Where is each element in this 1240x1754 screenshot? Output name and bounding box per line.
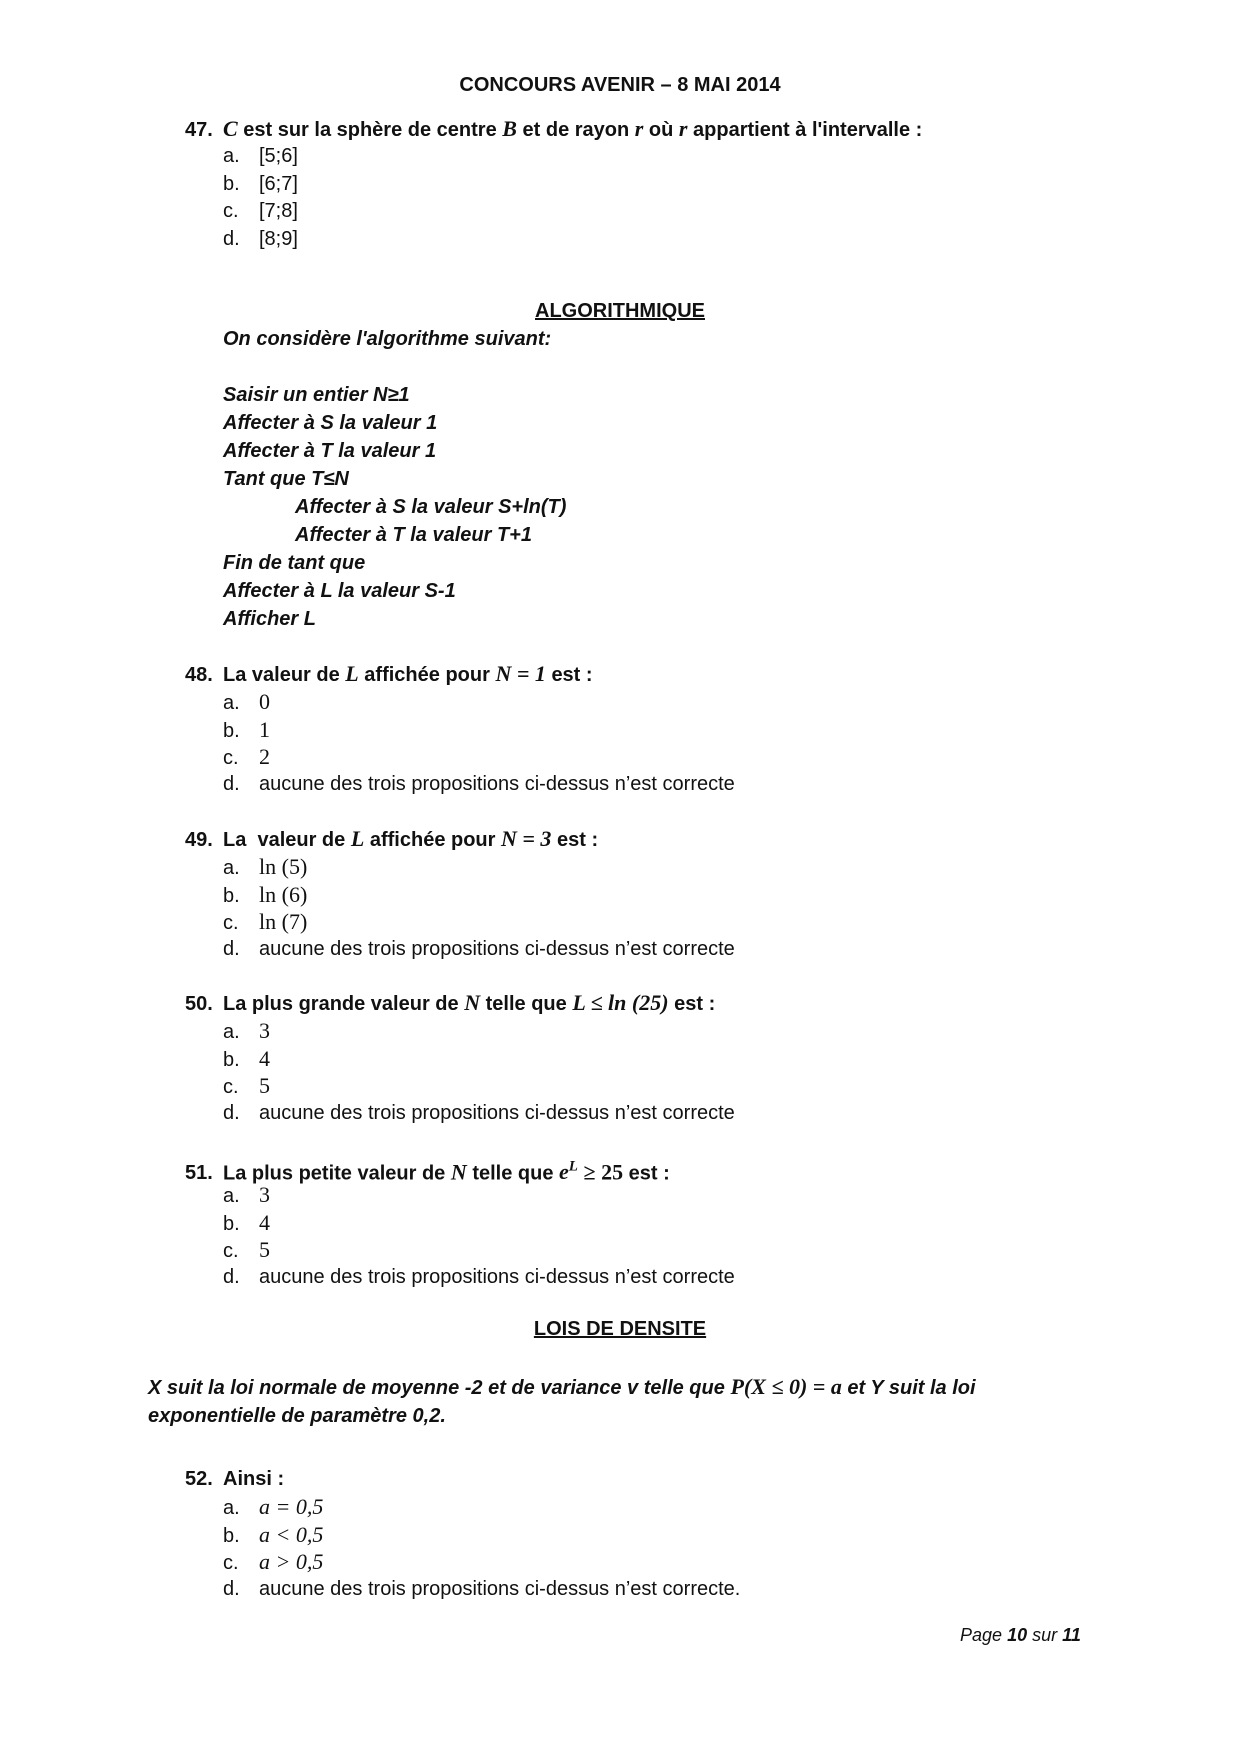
question-text: La plus petite valeur de: [223, 1162, 446, 1185]
question-text: est sur la sphère de centre: [243, 119, 497, 141]
algorithm-line: Fin de tant que: [223, 552, 366, 574]
option-text: aucune des trois propositions ci-dessus n’est correcte.: [259, 1577, 741, 1600]
question-52-title: [185, 1465, 1085, 1493]
option-d: [185, 936, 1085, 964]
option-letter: c.: [223, 1240, 239, 1262]
blank-line: [223, 353, 566, 381]
option-text: a > 0,5: [259, 1549, 324, 1574]
option-letter: a.: [223, 1497, 240, 1519]
math-base: e: [559, 1159, 569, 1185]
option-letter: a.: [223, 1185, 240, 1207]
section-title-algorithmique: ALGORITHMIQUE: [535, 300, 705, 322]
option-text: aucune des trois propositions ci-dessus n’est correcte: [259, 937, 735, 960]
option-c: [185, 1236, 1085, 1264]
option-a: [185, 143, 1085, 171]
algorithm-line: Affecter à T la valeur T+1: [295, 524, 532, 546]
question-text: est :: [674, 993, 716, 1015]
math-expression: ≥ 25: [583, 1159, 624, 1185]
page-label: Page: [960, 1625, 1003, 1645]
question-text: telle que: [472, 1162, 554, 1185]
option-letter: d.: [223, 937, 240, 960]
option-text: [5;6]: [259, 145, 298, 167]
option-letter: a.: [223, 145, 240, 167]
question-48: [185, 660, 1085, 798]
option-a: [185, 688, 1085, 716]
algorithm-line: Affecter à L la valeur S-1: [223, 580, 456, 602]
algorithm-block: [223, 325, 566, 633]
option-d: [185, 1576, 1085, 1604]
page-number: 10: [1007, 1625, 1028, 1645]
option-letter: a.: [223, 1021, 240, 1043]
option-text: 3: [259, 1018, 270, 1043]
math-var: C: [223, 116, 238, 141]
option-b: [185, 716, 1085, 744]
option-letter: d.: [223, 1577, 240, 1600]
question-text: et de rayon: [522, 119, 630, 141]
option-letter: c.: [223, 200, 239, 222]
math-expression: L ≤ ln (25): [572, 990, 669, 1015]
math-var: r: [678, 116, 688, 141]
question-48-title: [185, 660, 1085, 688]
option-text: aucune des trois propositions ci-dessus n’est correcte: [259, 1101, 735, 1124]
option-text: aucune des trois propositions ci-dessus n’est correcte: [259, 772, 735, 795]
option-text: aucune des trois propositions ci-dessus n’est correcte: [259, 1265, 735, 1288]
question-47-title: [185, 115, 1085, 143]
math-expression: N = 3: [501, 826, 552, 851]
option-letter: d.: [223, 227, 240, 250]
question-number: 48.: [185, 664, 213, 686]
question-47: [185, 115, 1085, 253]
lois-intro-paragraph: [148, 1373, 1048, 1430]
option-letter: b.: [223, 172, 240, 195]
option-text: ln (7): [259, 909, 308, 934]
question-text: affichée pour: [369, 829, 496, 851]
math-var: B: [502, 116, 517, 141]
option-letter: c.: [223, 1552, 239, 1574]
option-text: 4: [259, 1045, 270, 1071]
math-var: r: [634, 116, 644, 141]
option-text: 0: [259, 689, 270, 714]
question-49-title: [185, 825, 1085, 853]
question-number: 52.: [185, 1468, 213, 1490]
option-a: [185, 1181, 1085, 1209]
option-letter: c.: [223, 747, 239, 769]
algorithm-intro: On considère l'algorithme suivant:: [223, 328, 552, 350]
option-text: 4: [259, 1209, 270, 1235]
option-letter: d.: [223, 1101, 240, 1124]
math-var: L: [350, 826, 365, 851]
option-b: [185, 1521, 1085, 1549]
option-text: a < 0,5: [259, 1521, 324, 1547]
option-d: [185, 226, 1085, 254]
option-text: 1: [259, 716, 270, 742]
option-letter: d.: [223, 772, 240, 795]
math-var: L: [345, 661, 359, 686]
math-expression: P(X ≤ 0) = a: [730, 1374, 842, 1399]
question-50-title: [185, 989, 1085, 1017]
question-51-title: [185, 1153, 1085, 1185]
math-var: N: [464, 990, 481, 1015]
option-c: [185, 1548, 1085, 1576]
algorithm-line: Affecter à S la valeur S+ln(T): [295, 496, 567, 518]
option-letter: c.: [223, 1076, 239, 1098]
option-b: [185, 881, 1085, 909]
algorithm-line: Afficher L: [223, 608, 316, 630]
algorithm-line: Affecter à T la valeur 1: [223, 440, 437, 462]
question-50: [185, 989, 1085, 1127]
option-a: [185, 853, 1085, 881]
question-text: affichée pour: [364, 664, 490, 686]
algorithm-line: Affecter à S la valeur 1: [223, 412, 438, 434]
option-c: [185, 1072, 1085, 1100]
option-letter: d.: [223, 1265, 240, 1288]
option-letter: b.: [223, 884, 240, 907]
intro-text: X suit la loi normale de moyenne -2 et de variance v telle que: [148, 1377, 725, 1399]
option-b: [185, 1209, 1085, 1237]
option-text: ln (5): [259, 854, 308, 879]
option-d: [185, 771, 1085, 799]
option-d: [185, 1100, 1085, 1128]
option-letter: b.: [223, 1212, 240, 1235]
option-letter: b.: [223, 1524, 240, 1547]
math-expression: N = 1: [495, 661, 546, 686]
option-text: [7;8]: [259, 200, 298, 222]
option-d: [185, 1264, 1085, 1292]
question-text: La valeur de: [223, 829, 346, 851]
option-text: a = 0,5: [259, 1494, 324, 1519]
option-text: 2: [259, 744, 270, 769]
option-a: [185, 1017, 1085, 1045]
question-text: est :: [551, 664, 593, 686]
algorithm-line: Tant que T≤N: [223, 468, 349, 490]
math-expression: [559, 1159, 578, 1184]
page-separator: sur: [1032, 1625, 1058, 1645]
math-exponent: L: [568, 1159, 578, 1175]
section-title-lois-de-densite: LOIS DE DENSITE: [533, 1318, 707, 1340]
question-49: [185, 825, 1085, 963]
question-text: La plus grande valeur de: [223, 993, 459, 1015]
page-header: CONCOURS AVENIR – 8 MAI 2014: [459, 74, 781, 96]
option-b: [185, 1045, 1085, 1073]
option-text: 5: [259, 1237, 270, 1262]
option-letter: a.: [223, 692, 240, 714]
algorithm-line: Saisir un entier N≥1: [223, 384, 410, 406]
option-text: ln (6): [259, 881, 308, 907]
option-letter: b.: [223, 1048, 240, 1071]
option-b: [185, 171, 1085, 199]
question-text: où: [648, 119, 674, 141]
option-text: [8;9]: [259, 227, 298, 250]
option-a: [185, 1493, 1085, 1521]
page-footer: [960, 1625, 1081, 1646]
option-c: [185, 743, 1085, 771]
question-number: 50.: [185, 993, 213, 1015]
question-51: [185, 1153, 1085, 1291]
question-52: [185, 1465, 1085, 1603]
option-letter: c.: [223, 912, 239, 934]
question-text: est :: [557, 829, 599, 851]
page-total: 11: [1062, 1625, 1081, 1645]
question-text: La valeur de: [223, 664, 340, 686]
question-number: 47.: [185, 119, 213, 141]
option-letter: b.: [223, 719, 240, 742]
math-var: N: [450, 1159, 467, 1185]
question-number: 49.: [185, 829, 213, 851]
question-text: Ainsi :: [223, 1468, 285, 1490]
option-c: [185, 198, 1085, 226]
option-c: [185, 908, 1085, 936]
question-text: appartient à l'intervalle :: [693, 119, 923, 141]
option-letter: a.: [223, 857, 240, 879]
question-text: est :: [628, 1162, 670, 1185]
option-text: 5: [259, 1073, 270, 1098]
intro-text: et Y suit la loi exponentielle de paramètre 0,2.: [148, 1377, 976, 1427]
option-text: 3: [259, 1182, 270, 1207]
question-text: telle que: [485, 993, 567, 1015]
option-text: [6;7]: [259, 172, 298, 195]
question-number: 51.: [185, 1162, 213, 1185]
